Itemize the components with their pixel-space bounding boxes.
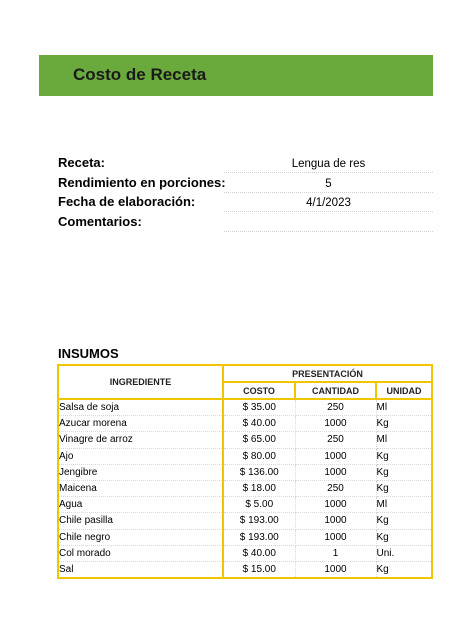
cost-cell[interactable]: $ 136.00 xyxy=(223,464,295,480)
quantity-cell[interactable]: 1000 xyxy=(295,513,376,529)
recipe-info xyxy=(58,154,433,232)
table-row xyxy=(58,448,432,464)
unit-cell[interactable]: Uni. xyxy=(376,545,432,561)
quantity-cell[interactable]: 1000 xyxy=(295,416,376,432)
ingredient-cell[interactable]: Salsa de soja xyxy=(58,399,223,416)
ingredient-cell[interactable]: Col morado xyxy=(58,545,223,561)
receta-value[interactable]: Lengua de res xyxy=(224,154,433,173)
title-banner xyxy=(39,55,433,96)
rendimiento-label: Rendimiento en porciones: xyxy=(58,174,226,190)
fecha-value[interactable]: 4/1/2023 xyxy=(224,193,433,212)
insumos-table xyxy=(57,364,433,579)
ingredient-cell[interactable]: Jengibre xyxy=(58,464,223,480)
unit-cell[interactable]: Kg xyxy=(376,480,432,496)
quantity-cell[interactable]: 1 xyxy=(295,545,376,561)
ingredient-cell[interactable]: Vinagre de arroz xyxy=(58,432,223,448)
table-row xyxy=(58,545,432,561)
ingredient-cell[interactable]: Chile pasilla xyxy=(58,513,223,529)
table-row xyxy=(58,464,432,480)
cost-cell[interactable]: $ 40.00 xyxy=(223,416,295,432)
ingredient-cell[interactable]: Maicena xyxy=(58,480,223,496)
table-row xyxy=(58,432,432,448)
table-row xyxy=(58,399,432,416)
unit-cell[interactable]: Kg xyxy=(376,513,432,529)
cost-cell[interactable]: $ 193.00 xyxy=(223,529,295,545)
unit-cell[interactable]: Kg xyxy=(376,464,432,480)
rendimiento-value[interactable]: 5 xyxy=(224,174,433,193)
header-presentacion: PRESENTACIÓN xyxy=(223,365,432,382)
quantity-cell[interactable]: 250 xyxy=(295,399,376,416)
table-row xyxy=(58,561,432,578)
unit-cell[interactable]: Kg xyxy=(376,448,432,464)
table-row xyxy=(58,529,432,545)
info-row-comentarios xyxy=(58,213,433,233)
ingredient-cell[interactable]: Azucar morena xyxy=(58,416,223,432)
unit-cell[interactable]: Ml xyxy=(376,432,432,448)
cost-cell[interactable]: $ 65.00 xyxy=(223,432,295,448)
table-row xyxy=(58,416,432,432)
quantity-cell[interactable]: 1000 xyxy=(295,497,376,513)
quantity-cell[interactable]: 250 xyxy=(295,432,376,448)
unit-cell[interactable]: Kg xyxy=(376,529,432,545)
table-row xyxy=(58,480,432,496)
ingredient-cell[interactable]: Sal xyxy=(58,561,223,578)
unit-cell[interactable]: Kg xyxy=(376,561,432,578)
cost-cell[interactable]: $ 40.00 xyxy=(223,545,295,561)
quantity-cell[interactable]: 1000 xyxy=(295,448,376,464)
cost-cell[interactable]: $ 15.00 xyxy=(223,561,295,578)
cost-cell[interactable]: $ 80.00 xyxy=(223,448,295,464)
cost-cell[interactable]: $ 193.00 xyxy=(223,513,295,529)
ingredient-cell[interactable]: Agua xyxy=(58,497,223,513)
receta-label: Receta: xyxy=(58,155,105,170)
header-cantidad: CANTIDAD xyxy=(295,382,376,399)
header-ingrediente: INGREDIENTE xyxy=(58,365,223,399)
insumos-body xyxy=(58,399,432,578)
insumos-title: INSUMOS xyxy=(58,346,119,361)
comentarios-value[interactable] xyxy=(224,213,433,232)
quantity-cell[interactable]: 1000 xyxy=(295,464,376,480)
table-row xyxy=(58,513,432,529)
cost-cell[interactable]: $ 5.00 xyxy=(223,497,295,513)
comentarios-label: Comentarios: xyxy=(58,213,142,229)
info-row-rendimiento xyxy=(58,174,433,194)
header-costo: COSTO xyxy=(223,382,295,399)
unit-cell[interactable]: Ml xyxy=(376,497,432,513)
cost-cell[interactable]: $ 35.00 xyxy=(223,399,295,416)
unit-cell[interactable]: Ml xyxy=(376,399,432,416)
fecha-label: Fecha de elaboración: xyxy=(58,194,196,209)
cost-cell[interactable]: $ 18.00 xyxy=(223,480,295,496)
quantity-cell[interactable]: 1000 xyxy=(295,561,376,578)
header-unidad: UNIDAD xyxy=(376,382,432,399)
page-title: Costo de Receta xyxy=(73,65,207,84)
info-row-fecha xyxy=(58,193,433,213)
quantity-cell[interactable]: 1000 xyxy=(295,529,376,545)
quantity-cell[interactable]: 250 xyxy=(295,480,376,496)
unit-cell[interactable]: Kg xyxy=(376,416,432,432)
info-row-receta xyxy=(58,154,433,174)
table-row xyxy=(58,497,432,513)
ingredient-cell[interactable]: Ajo xyxy=(58,448,223,464)
ingredient-cell[interactable]: Chile negro xyxy=(58,529,223,545)
